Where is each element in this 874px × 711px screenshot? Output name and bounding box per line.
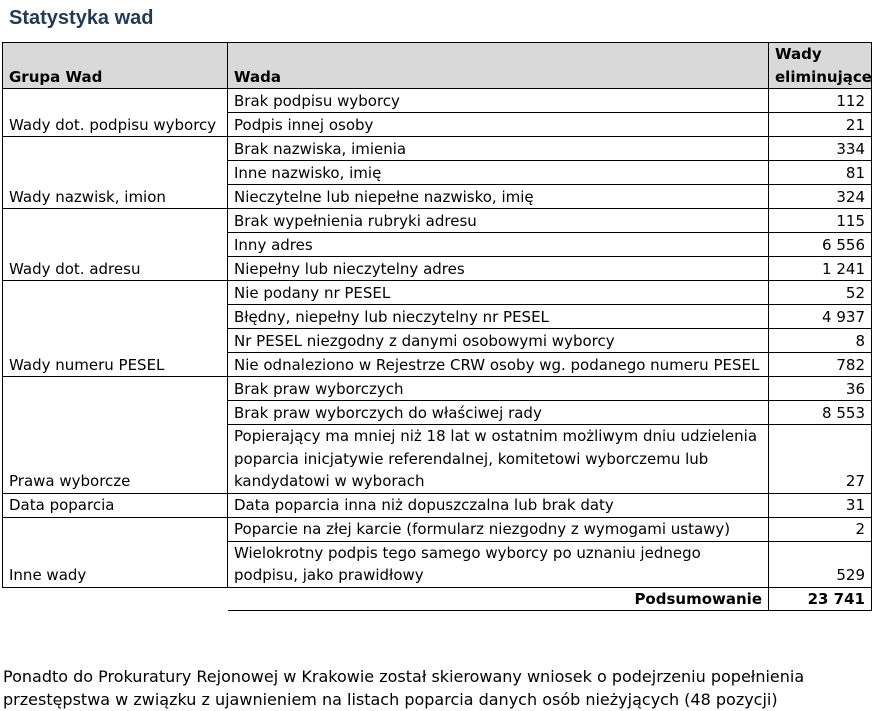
defect-cell: Brak nazwiska, imienia (228, 137, 769, 161)
table-row (3, 209, 872, 233)
defect-cell: Brak praw wyborczych (228, 377, 769, 401)
table-row (3, 137, 872, 161)
table-row (3, 517, 872, 541)
table-row (3, 281, 872, 305)
count-cell: 529 (769, 541, 872, 587)
defect-cell: Inne nazwisko, imię (228, 161, 769, 185)
table-header-row (3, 43, 872, 89)
count-cell: 782 (769, 353, 872, 377)
defect-cell: Poparcie na złej karcie (formularz niezgodny z wymogami ustawy) (228, 517, 769, 541)
table-row (3, 89, 872, 113)
defect-cell: Inny adres (228, 233, 769, 257)
count-cell: 1 241 (769, 257, 872, 281)
table-body (3, 89, 872, 588)
count-cell: 6 556 (769, 233, 872, 257)
count-cell: 334 (769, 137, 872, 161)
defect-cell: Nie odnaleziono w Rejestrze CRW osoby wg. podanego numeru PESEL (228, 353, 769, 377)
table-row (3, 493, 872, 517)
count-cell: 31 (769, 493, 872, 517)
defect-cell: Błędny, niepełny lub nieczytelny nr PESEL (228, 305, 769, 329)
header-count: Wady eliminujące (769, 43, 872, 89)
defects-table (2, 42, 872, 611)
defect-cell: Popierający ma mniej niż 18 lat w ostatnim możliwym dniu udzielenia poparcia inicjatywie referendalnej, komitetowi wyborczemu lub kandydatowi w wyborach (228, 425, 769, 494)
table-row (3, 377, 872, 401)
page-title: Statystyka wad (9, 7, 154, 29)
defect-cell: Nieczytelne lub niepełne nazwisko, imię (228, 185, 769, 209)
count-cell: 115 (769, 209, 872, 233)
summary-blank-cell (3, 587, 228, 611)
count-cell: 81 (769, 161, 872, 185)
defect-cell: Data poparcia inna niż dopuszczalna lub brak daty (228, 493, 769, 517)
header-defect: Wada (228, 43, 769, 89)
count-cell: 4 937 (769, 305, 872, 329)
group-name-cell: Prawa wyborcze (3, 377, 228, 494)
count-cell: 27 (769, 425, 872, 494)
defect-cell: Podpis innej osoby (228, 113, 769, 137)
group-name-cell: Inne wady (3, 517, 228, 587)
group-name-cell: Data poparcia (3, 493, 228, 517)
group-name-cell: Wady dot. adresu (3, 209, 228, 281)
defect-cell: Nie podany nr PESEL (228, 281, 769, 305)
defect-cell: Brak podpisu wyborcy (228, 89, 769, 113)
count-cell: 324 (769, 185, 872, 209)
defect-cell: Niepełny lub nieczytelny adres (228, 257, 769, 281)
group-name-cell: Wady numeru PESEL (3, 281, 228, 377)
summary-value: 23 741 (769, 587, 872, 611)
count-cell: 52 (769, 281, 872, 305)
defect-cell: Brak wypełnienia rubryki adresu (228, 209, 769, 233)
count-cell: 112 (769, 89, 872, 113)
defect-cell: Wielokrotny podpis tego samego wyborcy po uznaniu jednego podpisu, jako prawidłowy (228, 541, 769, 587)
count-cell: 8 553 (769, 401, 872, 425)
count-cell: 2 (769, 517, 872, 541)
summary-row (3, 587, 872, 611)
body-paragraph: Ponadto do Prokuratury Rejonowej w Krakowie został skierowany wniosek o podejrzeniu popełnienia przestępstwa w związku z ujawnieniem na listach poparcia danych osób nieżyjących (48 pozycji) (3, 667, 805, 709)
defect-cell: Brak praw wyborczych do właściwej rady (228, 401, 769, 425)
count-cell: 21 (769, 113, 872, 137)
count-cell: 8 (769, 329, 872, 353)
defect-cell: Nr PESEL niezgodny z danymi osobowymi wyborcy (228, 329, 769, 353)
count-cell: 36 (769, 377, 872, 401)
header-group: Grupa Wad (3, 43, 228, 89)
group-name-cell: Wady dot. podpisu wyborcy (3, 89, 228, 137)
group-name-cell: Wady nazwisk, imion (3, 137, 228, 209)
summary-label: Podsumowanie (228, 587, 769, 611)
